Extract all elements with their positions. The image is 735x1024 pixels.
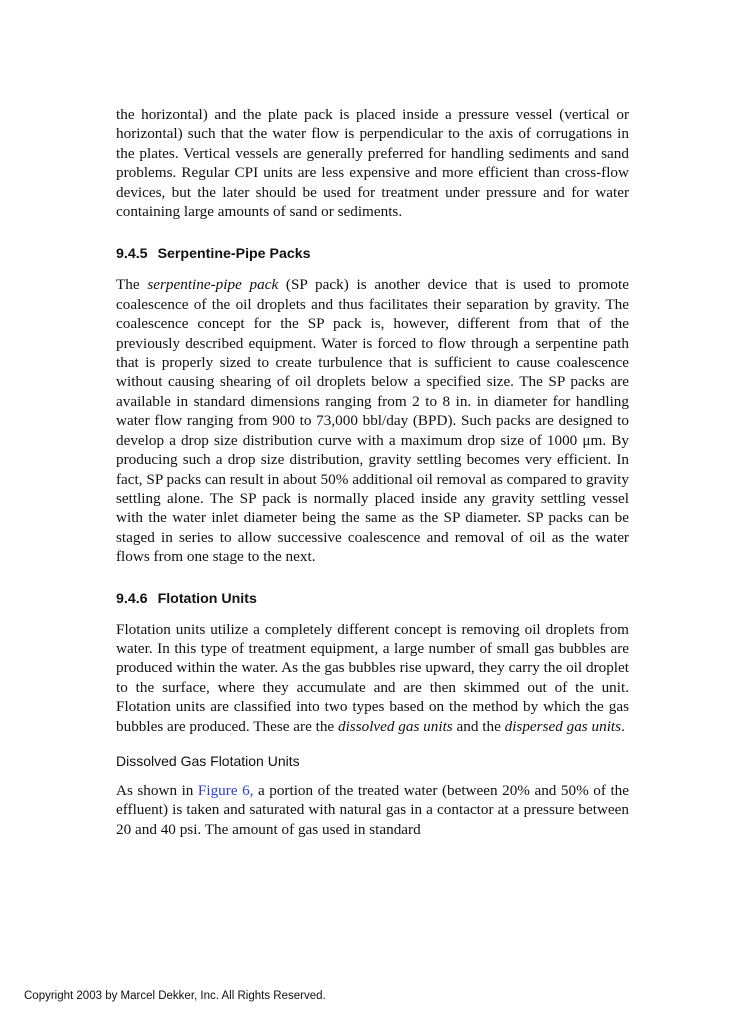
figure-6-link[interactable]: Figure 6,: [197, 781, 254, 799]
section-945-body: (SP pack) is another device that is used to promote coalescence of the oil droplets and thus facilitates their separation by gravity. The coalescence concept for the SP pack is, however, different from that of the previously described equipment. Water is forced to flow through a serpentine path that is properly sized to create turbulence that is sufficient to cause coalescence without causing shearing of oil droplets below a specified size. The SP packs are available in standard dimensions ranging from 2 to 8 in. in diameter for handling water flow ranging from 900 to 73,000 bbl/day (BPD). Such packs are designed to develop a drop size distribution curve with a maximum drop size of 1000 μm. By producing such a drop size distribution, gravity settling becomes very efficient. In fact, SP packs can result in about 50% additional oil removal as compared to gravity settling alone. The SP pack is normally placed inside any gravity settling vessel with the water inlet diameter being the same as the SP diameter. SP packs can be staged in series to allow successive coalescence and removal of oil as the water flows from one stage to the next.: [116, 276, 629, 566]
section-946-body: Flotation units utilize a completely different concept is removing oil droplets from water. In this type of treatment equipment, a large number of small gas bubbles are produced within the water. As the gas bubbles rise upward, they carry the oil droplet to the surface, where they accumulate and are then skimmed out of the unit. Flotation units are classified into two types based on the method by which the gas bubbles are produced. These are the: [116, 620, 629, 735]
copyright-footer: Copyright 2003 by Marcel Dekker, Inc. All Rights Reserved.: [24, 990, 326, 1002]
section-945-paragraph: [116, 275, 629, 566]
section-946-title: Flotation Units: [157, 590, 257, 607]
section-945-lead: The: [116, 276, 148, 294]
subsection-dgf-lead: As shown in: [116, 781, 198, 799]
section-946-paragraph: [116, 620, 629, 736]
section-945-term: serpentine-pipe pack: [147, 276, 279, 294]
intro-paragraph: [116, 105, 629, 221]
section-945-heading: [116, 246, 629, 263]
subsection-dgf-body: a portion of the treated water (between 20% and 50% of the effluent) is taken and saturated with natural gas in a contactor at a pressure between 20 and 40 psi. The amount of gas used in standard: [116, 781, 629, 838]
section-945-title: Serpentine-Pipe Packs: [157, 246, 311, 263]
intro-text: the horizontal) and the plate pack is placed inside a pressure vessel (vertical or horizontal) such that the water flow is perpendicular to the axis of corrugations in the plates. Vertical vessels are generally preferred for handling sediments and sand problems. Regular CPI units are less expensive and more efficient than cross-flow devices, but the later should be used for treatment under pressure and for water containing large amounts of sand or sediments.: [116, 106, 629, 221]
section-946-number: 9.4.6: [116, 590, 148, 607]
subsection-dgf-paragraph: [116, 781, 629, 839]
section-946-mid: and the: [452, 717, 505, 735]
section-945-number: 9.4.5: [116, 246, 148, 263]
section-946-end: .: [621, 717, 625, 735]
section-946-term-dispersed: dispersed gas units: [504, 717, 622, 735]
section-946-heading: [116, 591, 629, 608]
subsection-dgf-heading: Dissolved Gas Flotation Units: [116, 752, 300, 769]
section-946-term-dissolved: dissolved gas units: [337, 717, 453, 735]
page-body: [116, 105, 629, 839]
